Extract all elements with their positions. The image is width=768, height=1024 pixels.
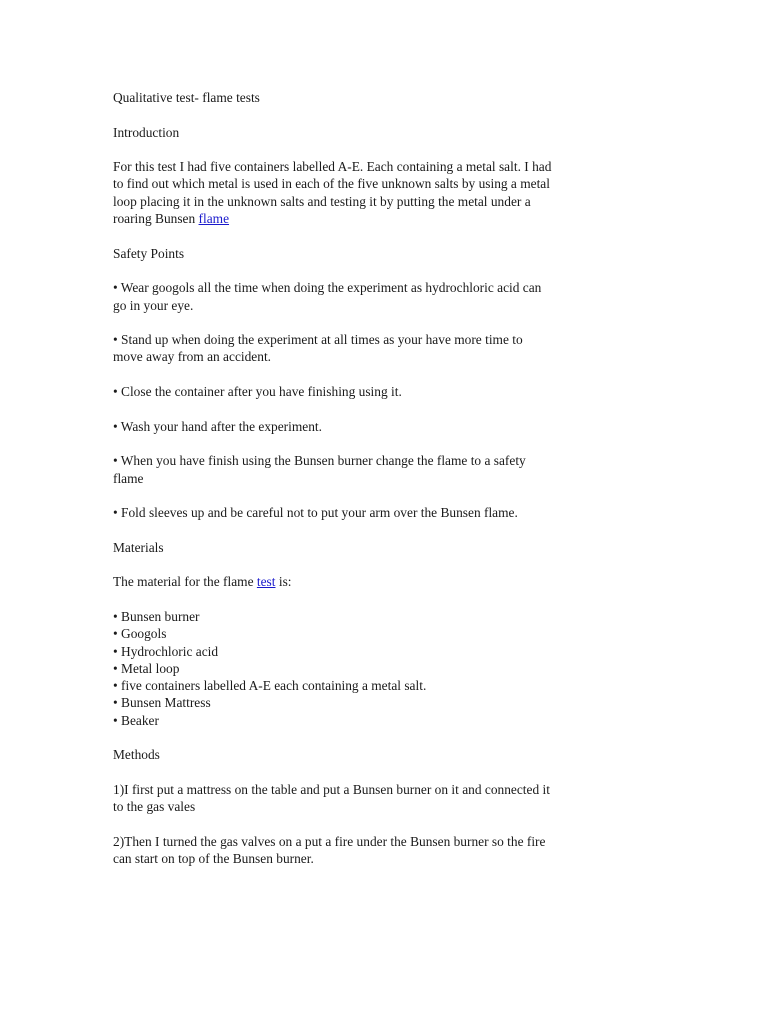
introduction-paragraph	[113, 158, 553, 227]
materials-list	[113, 608, 553, 729]
methods-heading: Methods	[113, 747, 160, 763]
introduction-text: For this test I had five containers labelled A-E. Each containing a metal salt. I had to find out which metal is used in each of the five unknown salts by using a metal loop placing it in the unknown salts and testing it by putting the metal under a roaring Bunsen	[113, 159, 552, 227]
materials-item: • five containers labelled A-E each containing a metal salt.	[113, 678, 427, 694]
document-page	[113, 89, 553, 885]
safety-point: • Wear googols all the time when doing the experiment as hydrochloric acid can go in your eye.	[113, 280, 542, 313]
method-step: 2)Then I turned the gas valves on a put a fire under the Bunsen burner so the fire can start on top of the Bunsen burner.	[113, 833, 546, 867]
materials-intro-suffix: is:	[275, 574, 292, 590]
safety-point: • Stand up when doing the experiment at all times as your have more time to move away from an accident.	[113, 332, 523, 365]
materials-item: • Bunsen burner	[113, 608, 200, 624]
materials-item: • Googols	[113, 626, 167, 642]
materials-intro-text: The material for the flame	[113, 574, 257, 590]
test-link[interactable]: test	[256, 574, 276, 590]
safety-point: • Fold sleeves up and be careful not to put your arm over the Bunsen flame.	[113, 505, 518, 521]
materials-heading: Materials	[113, 539, 164, 555]
materials-item: • Hydrochloric acid	[113, 643, 219, 659]
materials-intro	[113, 573, 553, 590]
safety-heading: Safety Points	[113, 245, 185, 261]
safety-point: • Wash your hand after the experiment.	[113, 418, 322, 434]
document-title: Qualitative test- flame tests	[113, 90, 260, 105]
method-step: 1)I first put a mattress on the table and put a Bunsen burner on it and connected it to the gas vales	[113, 781, 550, 815]
materials-item: • Beaker	[113, 712, 159, 728]
materials-item: • Bunsen Mattress	[113, 695, 211, 711]
introduction-heading: Introduction	[113, 124, 180, 140]
safety-point: • Close the container after you have finishing using it.	[113, 384, 402, 400]
materials-item: • Metal loop	[113, 660, 180, 676]
safety-point: • When you have finish using the Bunsen burner change the flame to a safety flame	[113, 453, 526, 486]
flame-link[interactable]: flame	[198, 211, 230, 227]
